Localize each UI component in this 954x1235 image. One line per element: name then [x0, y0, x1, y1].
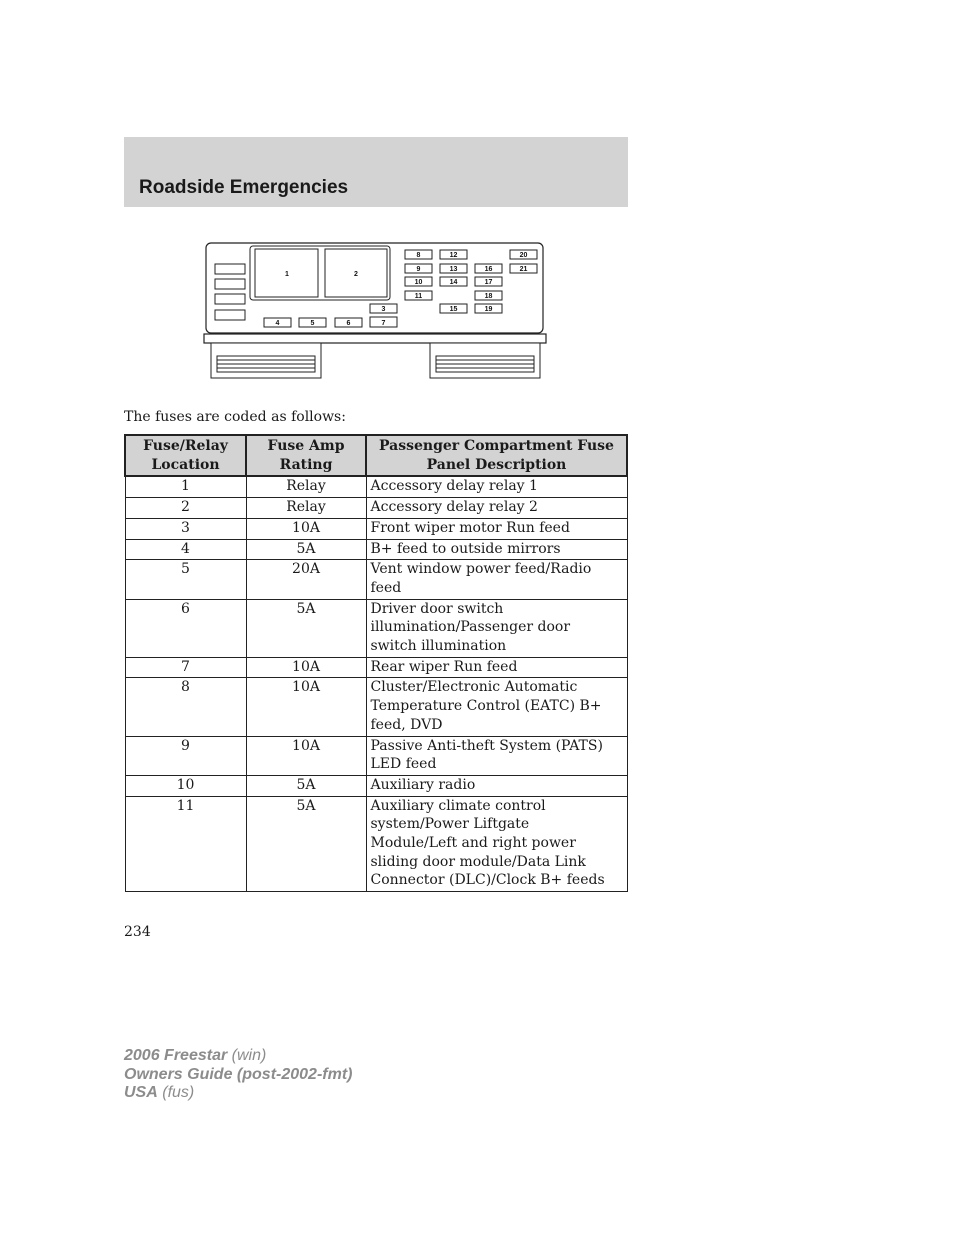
- fuse-label-10: 10: [414, 279, 423, 286]
- description-line: LED feed: [370, 756, 437, 773]
- description-line: feed, DVD: [370, 716, 443, 733]
- fuse-location-cell: 1: [125, 476, 246, 497]
- fuse-description-cell: [366, 498, 627, 519]
- fuse-label-18: 18: [484, 293, 493, 300]
- table-row: [125, 736, 627, 775]
- table-row: [125, 657, 627, 678]
- description-line: Vent window power feed/Radio: [370, 561, 592, 578]
- header-location: Fuse/Relay Location: [125, 435, 246, 476]
- description-line: switch illumination: [370, 638, 507, 655]
- fuse-label-14: 14: [449, 279, 458, 286]
- header-rating: Fuse Amp Rating: [246, 435, 366, 476]
- fuse-rating-cell: 10A: [246, 678, 366, 736]
- table-row: [125, 678, 627, 736]
- description-line: Connector (DLC)/Clock B+ feeds: [370, 872, 605, 889]
- description-line: sliding door module/Data Link: [370, 853, 586, 870]
- fuse-description-cell: [366, 599, 627, 657]
- fuse-label-5: 5: [310, 320, 315, 327]
- description-line: Accessory delay relay 1: [370, 478, 538, 495]
- fuse-rating-cell: 5A: [246, 796, 366, 892]
- table-row: [125, 518, 627, 539]
- table-row: [125, 539, 627, 560]
- table-header-row: [125, 435, 627, 476]
- fuse-location-cell: 3: [125, 518, 246, 539]
- fuse-description-cell: [366, 775, 627, 796]
- description-line: feed: [370, 579, 402, 596]
- description-line: Cluster/Electronic Automatic: [370, 679, 578, 696]
- fuse-location-cell: 9: [125, 736, 246, 775]
- description-line: Rear wiper Run feed: [370, 658, 518, 675]
- fuse-rating-cell: 10A: [246, 518, 366, 539]
- table-row: [125, 796, 627, 892]
- fuse-location-cell: 11: [125, 796, 246, 892]
- fuse-label-15: 15: [449, 306, 458, 313]
- fuse-label-3: 3: [381, 306, 386, 313]
- fuse-rating-cell: 5A: [246, 539, 366, 560]
- section-title: Roadside Emergencies: [139, 177, 349, 198]
- fuse-label-19: 19: [484, 306, 493, 313]
- fuse-location-cell: 4: [125, 539, 246, 560]
- description-line: Module/Left and right power: [370, 835, 576, 852]
- description-line: illumination/Passenger door: [370, 619, 571, 636]
- fuse-rating-cell: Relay: [246, 476, 366, 497]
- table-row: [125, 775, 627, 796]
- fuse-location-cell: 2: [125, 498, 246, 519]
- fuse-label-12: 12: [449, 252, 458, 259]
- table-row: [125, 476, 627, 497]
- table-row: [125, 599, 627, 657]
- fuse-label-8: 8: [416, 252, 421, 259]
- description-line: Front wiper motor Run feed: [370, 519, 570, 536]
- description-line: Passive Anti-theft System (PATS): [370, 737, 603, 754]
- fuse-label-6: 6: [346, 320, 351, 327]
- fuse-table: [124, 434, 628, 892]
- fuse-label-13: 13: [449, 266, 458, 273]
- fuse-description-cell: [366, 796, 627, 892]
- fuse-label-17: 17: [484, 279, 493, 286]
- description-line: Driver door switch: [370, 600, 504, 617]
- fuse-location-cell: 8: [125, 678, 246, 736]
- fuse-label-9: 9: [416, 266, 421, 273]
- fuse-label-20: 20: [519, 252, 528, 259]
- fuse-label-7: 7: [381, 320, 386, 327]
- fuse-rating-cell: 10A: [246, 736, 366, 775]
- description-line: Accessory delay relay 2: [370, 499, 538, 516]
- description-line: Auxiliary climate control: [370, 797, 546, 814]
- fuse-location-cell: 10: [125, 775, 246, 796]
- fuse-label-11: 11: [414, 293, 423, 300]
- document-footer: 2006 Freestar (win) Owners Guide (post-2002-fmt) USA (fus): [124, 1047, 353, 1101]
- fuse-panel-diagram: [200, 240, 550, 382]
- fuse-description-cell: [366, 560, 627, 599]
- fuse-label-16: 16: [484, 266, 493, 273]
- fuse-description-cell: [366, 678, 627, 736]
- description-line: Auxiliary radio: [370, 776, 476, 793]
- description-line: Temperature Control (EATC) B+: [370, 698, 602, 715]
- fuse-rating-cell: 5A: [246, 775, 366, 796]
- description-line: system/Power Liftgate: [370, 816, 530, 833]
- fuse-label-4: 4: [275, 320, 280, 327]
- fuse-location-cell: 7: [125, 657, 246, 678]
- fuse-description-cell: [366, 539, 627, 560]
- fuse-description-cell: [366, 736, 627, 775]
- fuse-label-2: 2: [354, 271, 358, 278]
- header-description: Passenger Compartment Fuse Panel Description: [366, 435, 627, 476]
- fuse-description-cell: [366, 657, 627, 678]
- intro-text: The fuses are coded as follows:: [124, 409, 346, 425]
- fuse-rating-cell: 10A: [246, 657, 366, 678]
- description-line: B+ feed to outside mirrors: [370, 540, 561, 557]
- fuse-label-1: 1: [285, 271, 289, 278]
- fuse-location-cell: 5: [125, 560, 246, 599]
- fuse-label-21: 21: [519, 266, 528, 273]
- page-number: 234: [124, 924, 151, 940]
- table-row: [125, 498, 627, 519]
- fuse-rating-cell: 5A: [246, 599, 366, 657]
- fuse-description-cell: [366, 518, 627, 539]
- fuse-rating-cell: 20A: [246, 560, 366, 599]
- fuse-rating-cell: Relay: [246, 498, 366, 519]
- fuse-description-cell: [366, 476, 627, 497]
- table-row: [125, 560, 627, 599]
- fuse-location-cell: 6: [125, 599, 246, 657]
